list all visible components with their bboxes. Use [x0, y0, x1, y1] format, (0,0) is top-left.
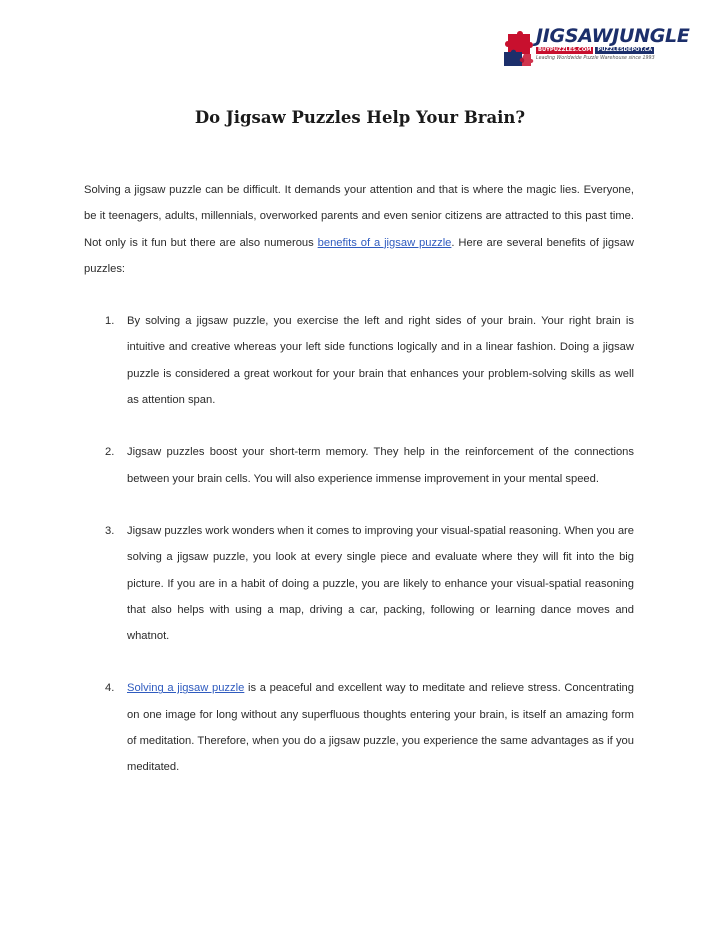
list-item-text: By solving a jigsaw puzzle, you exercise the left and right sides of your brain. Your right brain is intuitive and creative whereas your left side functions logically and in a linear fashion. Doing a jigsaw puzzle is considered a great workout for your brain that enhances your problem-solving skills as well as attention span.	[127, 315, 634, 407]
list-item-text: Jigsaw puzzles work wonders when it comes to improving your visual-spatial reasoning. When you are solving a jigsaw puzzle, you look at every single piece and evaluate where they will fit into the big picture. If you are in a habit of doing a puzzle, you are likely to enhance your visual-spatial reasoning that also helps with using a map, driving a car, packing, following or learning dance moves and whatnot.	[127, 524, 634, 643]
logo-site-puzzlesdepot: PUZZLESDEPOT.CA	[597, 47, 653, 53]
list-item-text: Jigsaw puzzles boost your short-term memory. They help in the reinforcement of the connections between your brain cells. You will also experience immense improvement in your mental speed.	[127, 446, 634, 485]
intro-text-before: Solving a jigsaw puzzle can be difficult. It demands your attention and that is where the magic lies. Everyone, be it teenagers, adults, millennials, overworked parents and even senior citizens are attracted to this past time. Not only is it fun but there are also numerous	[84, 184, 634, 249]
logo-site-buypuzzles: BUYPUZZLES.COM	[538, 47, 592, 53]
article-body	[84, 177, 634, 781]
list-item	[84, 308, 634, 413]
solving-jigsaw-link[interactable]: Solving a jigsaw puzzle	[127, 682, 245, 695]
list-item-number: 4.	[105, 682, 115, 695]
list-item	[84, 675, 634, 780]
benefits-list	[84, 308, 634, 780]
benefits-link[interactable]: benefits of a jigsaw puzzle	[317, 236, 452, 249]
logo-tagline: Leading Worldwide Puzzle Warehouse since 1993	[536, 56, 655, 61]
intro-text-after: . Here are several benefits of jigsaw puzzles:	[84, 236, 634, 275]
page-title: Do Jigsaw Puzzles Help Your Brain?	[194, 108, 526, 127]
list-item-number: 3.	[105, 524, 115, 537]
logo-name: JIGSAWJUNGLE	[536, 25, 690, 47]
intro-paragraph	[84, 177, 634, 282]
list-item-number: 2.	[105, 446, 115, 459]
list-item	[84, 518, 634, 649]
list-item-text: is a peaceful and excellent way to meditate and relieve stress. Concentrating on one image for long without any superfluous thoughts entering your brain, is itself an amazing form of meditation. Therefore, when you do a jigsaw puzzle, you experience the same advantages as if you meditated.	[127, 682, 635, 774]
puzzle-pieces-icon	[502, 28, 538, 66]
list-item-number: 1.	[105, 315, 115, 328]
list-item	[84, 439, 634, 492]
jigsaw-jungle-logo[interactable]	[502, 26, 698, 70]
